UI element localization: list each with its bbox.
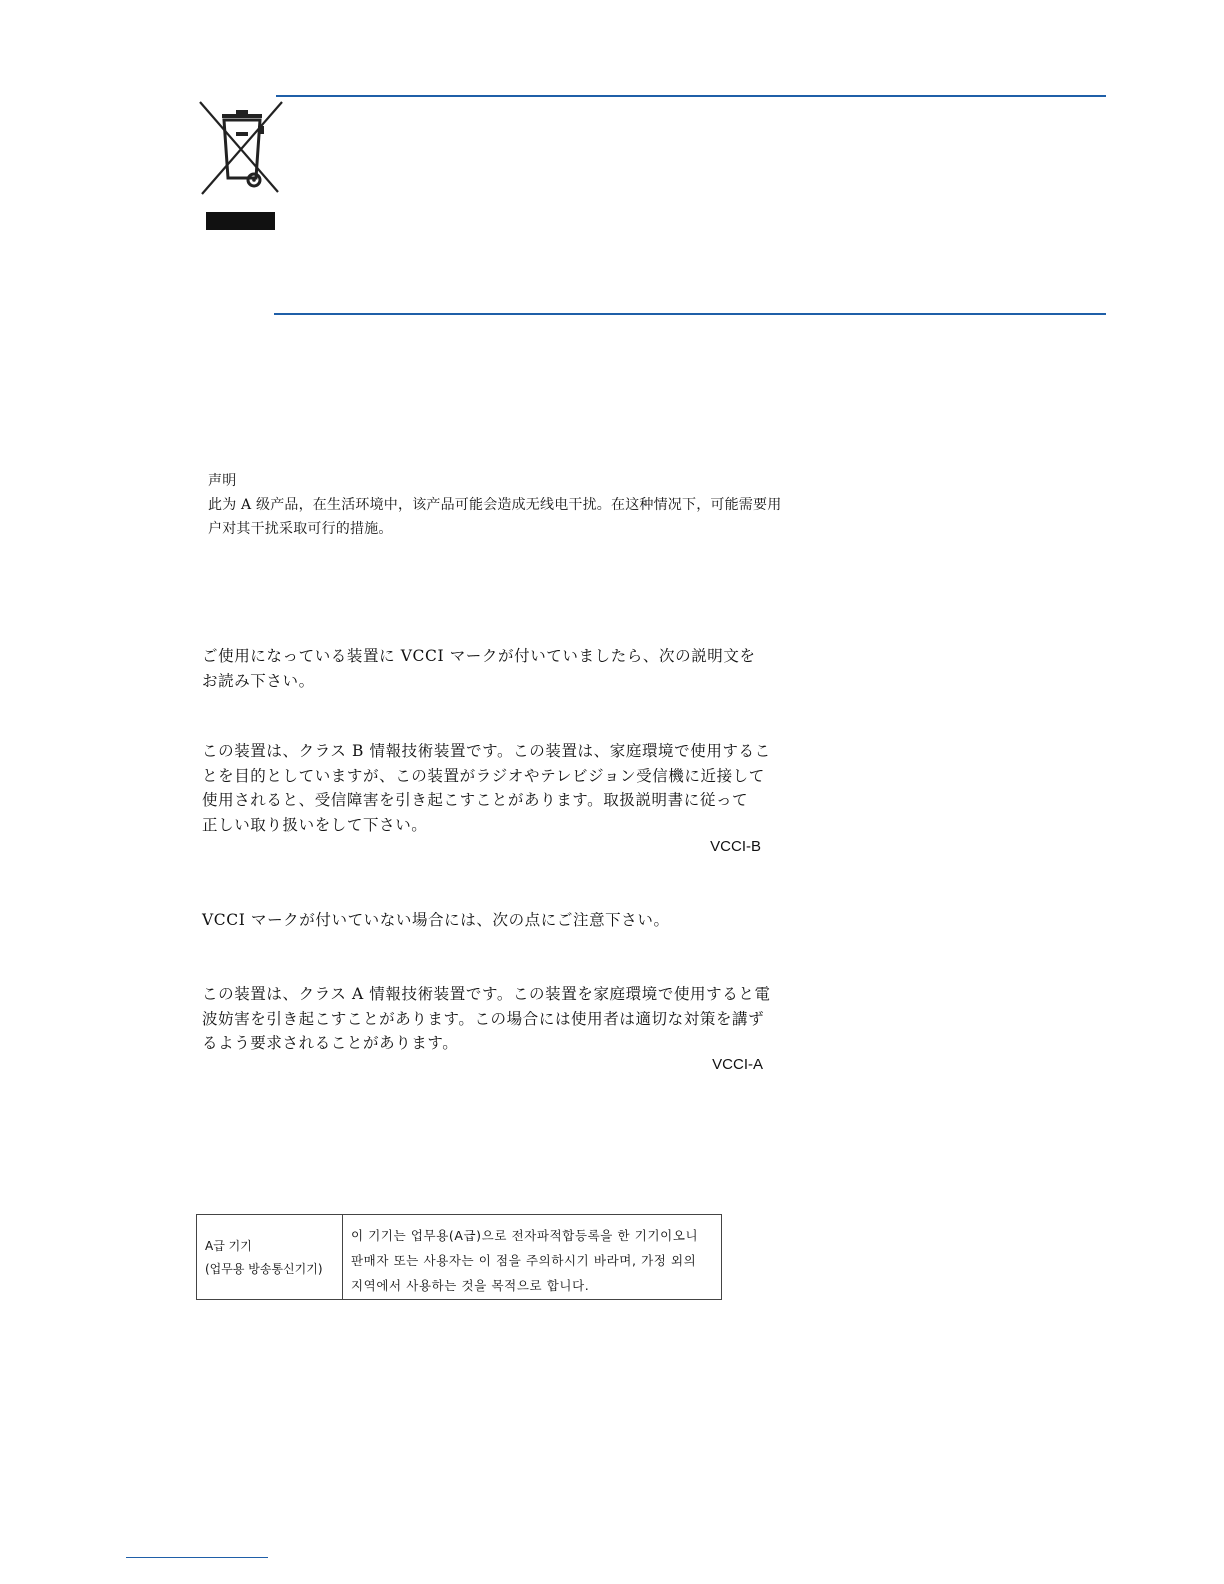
- vcci-b-line: 正しい取り扱いをして下さい。: [202, 815, 428, 834]
- vcci-intro-line: ご使用になっている装置に VCCI マークが付いていましたら、次の説明文を: [202, 647, 756, 665]
- section-rule: [274, 313, 1106, 315]
- vcci-b-label: VCCI-B: [710, 838, 761, 855]
- vcci-a-label: VCCI-A: [712, 1056, 763, 1073]
- korea-class-a-table: [196, 1214, 722, 1300]
- vcci-b-line: この装置は、クラス B 情報技術装置です。この装置は、家庭環境で使用するこ: [202, 742, 771, 760]
- weee-bin-icon: [196, 100, 284, 232]
- china-class-a-notice: [208, 469, 828, 541]
- korea-class-cell: [197, 1215, 343, 1299]
- notice-line: 此为 A 级产品，在生活环境中，该产品可能会造成无线电干扰。在这种情况下，可能需要用: [208, 497, 782, 513]
- vcci-b-line: とを目的としていますが、この装置がラジオやテレビジョン受信機に近接して: [202, 766, 765, 785]
- korea-statement-line: 판매자 또는 사용자는 이 점을 주의하시기 바라며, 가정 외의: [351, 1253, 697, 1268]
- korea-class-sublabel: (업무용 방송통신기기): [205, 1262, 323, 1276]
- notice-line: 户对其干扰采取可行的措施。: [208, 521, 393, 537]
- vcci-no-mark-line: [202, 908, 802, 933]
- vcci-class-b-statement: [202, 739, 782, 837]
- korea-statement-line: 지역에서 사용하는 것을 목적으로 합니다.: [351, 1278, 590, 1293]
- vcci-intro: [202, 644, 782, 693]
- korea-statement-line: 이 기기는 업무용(A급)으로 전자파적합등록을 한 기기이오니: [351, 1228, 699, 1243]
- vcci-a-line: るよう要求されることがあります。: [202, 1034, 459, 1052]
- korea-class-label: A급 기기: [205, 1239, 252, 1253]
- top-rule: [276, 95, 1106, 97]
- vcci-no-mark-text: VCCI マークが付いていない場合には、次の点にご注意下さい。: [202, 911, 670, 929]
- vcci-class-a-statement: [202, 982, 782, 1056]
- vcci-a-line: 波妨害を引き起こすことがあります。この場合には使用者は適切な対策を講ず: [202, 1009, 765, 1028]
- korea-statement-cell: [343, 1215, 721, 1299]
- vcci-intro-line: お読み下さい。: [202, 671, 315, 690]
- vcci-a-line: この装置は、クラス A 情報技術装置です。この装置を家庭環境で使用すると電: [202, 985, 771, 1003]
- vcci-b-line: 使用されると、受信障害を引き起こすことがあります。取扱説明書に従って: [202, 791, 749, 809]
- footer-rule: [126, 1557, 268, 1558]
- notice-heading: 声明: [208, 473, 237, 489]
